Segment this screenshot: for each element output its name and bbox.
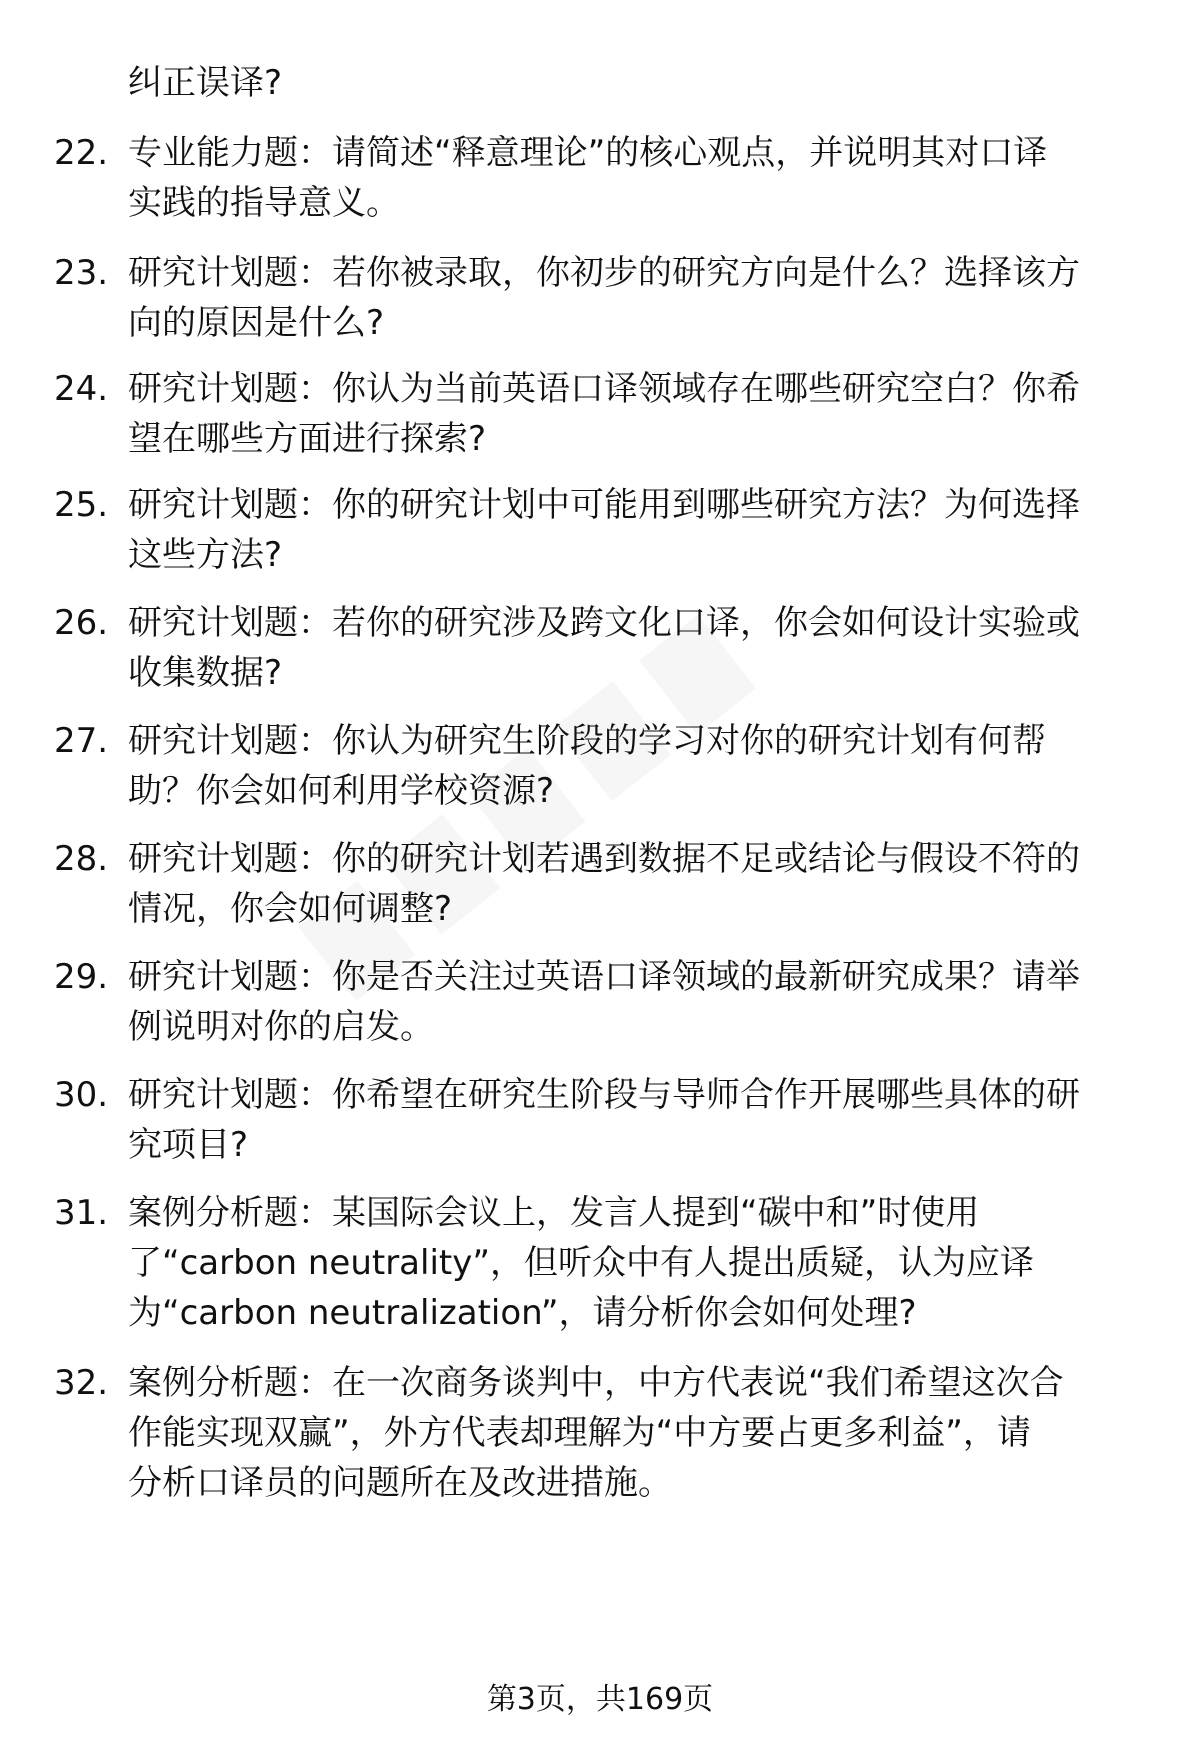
question-text-line: 案例分析题：某国际会议上，发言人提到“碳中和”时使用 [128,1193,980,1233]
question-text-line: 研究计划题：你的研究计划若遇到数据不足或结论与假设不符的 [128,839,1080,879]
question-text-line: 研究计划题：若你的研究涉及跨文化口译，你会如何设计实验或 [128,603,1080,643]
continued-line: 纠正误译? [128,63,283,103]
question-text [128,1070,1188,1170]
question-text-line: 作能实现双赢”，外方代表却理解为“中方要占更多利益”，请 [128,1413,1031,1453]
page-footer: 第3页，共169页 [486,1682,714,1717]
question-number: 29. [54,957,109,997]
question-number: 28. [54,839,109,879]
question-text-line: 了“carbon neutrality”，但听众中有人提出质疑，认为应译 [128,1243,1034,1283]
question-text-line: 向的原因是什么? [128,303,385,343]
question-text-line: 望在哪些方面进行探索? [128,419,487,459]
question-text-line: 研究计划题：你的研究计划中可能用到哪些研究方法？为何选择 [128,485,1080,525]
question-text-line: 这些方法? [128,535,283,575]
question-text [128,248,1188,348]
question-number: 30. [54,1075,109,1115]
question-text [128,1188,1188,1338]
question-text-line: 实践的指导意义。 [128,183,400,223]
question-text [128,480,1188,580]
question-text-line: 研究计划题：若你被录取，你初步的研究方向是什么？选择该方 [128,253,1080,293]
question-text-line: 分析口译员的问题所在及改进措施。 [128,1463,672,1503]
question-text-line: 为“carbon neutralization”，请分析你会如何处理? [128,1293,917,1333]
question-text [128,952,1188,1052]
question-text [128,598,1188,698]
question-text-line: 专业能力题：请简述“释意理论”的核心观点，并说明其对口译 [128,133,1048,173]
question-number: 23. [54,253,109,293]
question-text-line: 案例分析题：在一次商务谈判中，中方代表说“我们希望这次合 [128,1363,1064,1403]
question-text-line: 研究计划题：你认为当前英语口译领域存在哪些研究空白？你希 [128,369,1080,409]
question-text [128,1358,1188,1508]
question-text-line: 究项目? [128,1125,249,1165]
question-text [128,834,1188,934]
question-number: 27. [54,721,109,761]
question-number: 26. [54,603,109,643]
question-text-line: 研究计划题：你是否关注过英语口译领域的最新研究成果？请举 [128,957,1080,997]
question-text-line: 研究计划题：你认为研究生阶段的学习对你的研究计划有何帮 [128,721,1046,761]
question-text-line: 研究计划题：你希望在研究生阶段与导师合作开展哪些具体的研 [128,1075,1080,1115]
question-number: 24. [54,369,109,409]
question-text-line: 助？你会如何利用学校资源? [128,771,555,811]
question-number: 25. [54,485,109,525]
question-text-line: 例说明对你的启发。 [128,1007,434,1047]
question-text [128,716,1188,816]
question-text [128,128,1188,228]
question-number: 22. [54,133,109,173]
question-number: 31. [54,1193,109,1233]
question-number: 32. [54,1363,109,1403]
question-text [128,364,1188,464]
question-text-line: 情况，你会如何调整? [128,889,453,929]
question-text-line: 收集数据? [128,653,283,693]
